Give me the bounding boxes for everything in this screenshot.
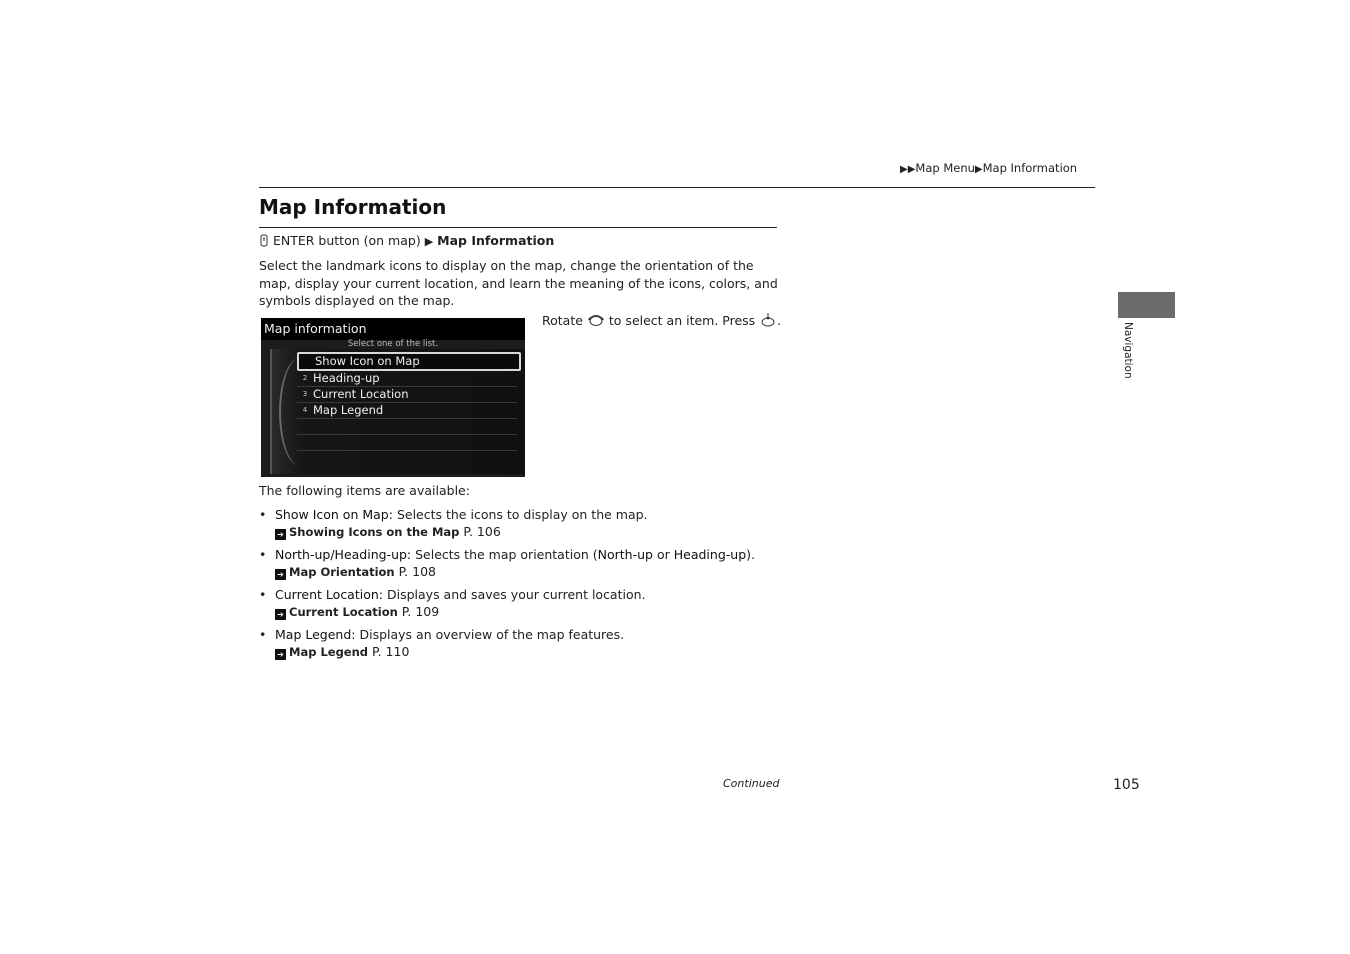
item-term: Map Legend: xyxy=(275,627,356,642)
screen-item-num: 4 xyxy=(302,406,308,414)
title-rule xyxy=(259,227,777,228)
page-title: Map Information xyxy=(259,195,447,219)
reference-title: Map Orientation xyxy=(289,565,395,579)
option-heading-up: Heading-up xyxy=(673,547,747,562)
bullet: • xyxy=(259,587,267,602)
screen-item-label: Heading-up xyxy=(313,371,380,385)
reference-arrow-icon: ➔ xyxy=(275,529,286,540)
cross-reference[interactable] xyxy=(275,643,409,661)
breadcrumb-page: Map Information xyxy=(982,161,1078,175)
reference-arrow-icon: ➔ xyxy=(275,649,286,660)
item-desc: Selects the icons to display on the map. xyxy=(396,507,648,522)
item-desc: Selects the map orientation ( xyxy=(415,547,598,562)
screen-item-label: Current Location xyxy=(313,387,409,401)
screen-item-current-location[interactable] xyxy=(297,387,517,403)
reference-page: P. 110 xyxy=(372,644,410,659)
page-number: 105 xyxy=(1113,777,1140,793)
cross-reference[interactable] xyxy=(275,563,436,581)
item-desc: Displays an overview of the map features. xyxy=(359,627,625,642)
screen-item-num: 3 xyxy=(302,390,308,398)
item-term: Show Icon on Map: xyxy=(275,507,393,522)
bullet: • xyxy=(259,547,267,562)
bullet: • xyxy=(259,507,267,522)
item-term: Current Location: xyxy=(275,587,384,602)
screen-empty-row xyxy=(297,435,517,451)
path-arrow: ▶ xyxy=(424,235,434,248)
press-knob-icon xyxy=(759,313,777,327)
reference-title: Showing Icons on the Map xyxy=(289,525,460,539)
reference-arrow-icon: ➔ xyxy=(275,609,286,620)
cross-reference[interactable] xyxy=(275,603,439,621)
screen-item-label: Show Icon on Map xyxy=(315,354,420,368)
breadcrumb-section[interactable]: Map Menu xyxy=(915,161,975,175)
intro-text: Select the landmark icons to display on the map, change the orientation of the map, display your current location, and learn the meaning of the icons, colors, and symbols displayed on the map. xyxy=(259,258,778,308)
chapter-tab xyxy=(1118,292,1175,318)
reference-arrow-icon: ➔ xyxy=(275,569,286,580)
item-desc: Displays and saves your current location. xyxy=(387,587,646,602)
path-prefix: ENTER button (on map) xyxy=(272,233,421,248)
bullet: • xyxy=(259,627,267,642)
reference-title: Current Location xyxy=(289,605,398,619)
caption-rotate: Rotate xyxy=(542,313,583,328)
chapter-label: Navigation xyxy=(1122,322,1134,379)
reference-page: P. 108 xyxy=(398,564,436,579)
map-information-screen xyxy=(261,318,525,477)
reference-page: P. 109 xyxy=(401,604,440,619)
rotate-knob-icon xyxy=(587,313,605,327)
item-or: or xyxy=(656,547,670,562)
continued-label: Continued xyxy=(723,777,780,790)
available-heading: The following items are available: xyxy=(259,483,470,498)
path-target: Map Information xyxy=(437,233,555,248)
cross-reference[interactable] xyxy=(275,523,501,541)
caption-end: . xyxy=(777,313,782,328)
reference-page: P. 106 xyxy=(463,524,501,539)
option-north-up: North-up xyxy=(597,547,653,562)
item-close: ). xyxy=(746,547,755,562)
screen-item-label: Map Legend xyxy=(313,403,384,417)
reference-title: Map Legend xyxy=(289,645,369,659)
item-term: North-up/Heading-up: xyxy=(275,547,412,562)
screen-empty-row xyxy=(297,419,517,435)
screen-subtitle: Select one of the list. xyxy=(347,339,439,349)
home-icon xyxy=(259,234,269,247)
screen-item-show-icon[interactable] xyxy=(297,352,521,371)
screen-item-heading-up[interactable] xyxy=(297,371,517,387)
breadcrumb xyxy=(900,161,1077,175)
screen-title: Map information xyxy=(261,318,525,340)
screen-item-map-legend[interactable] xyxy=(297,403,517,419)
screen-item-num: 2 xyxy=(302,374,308,382)
caption-middle: to select an item. Press xyxy=(608,313,756,328)
screen-caption xyxy=(542,313,781,328)
breadcrumb-separator: ▶ xyxy=(974,164,983,175)
menu-path xyxy=(259,233,554,248)
header-rule xyxy=(259,187,1095,188)
breadcrumb-arrows: ▶▶ xyxy=(900,164,916,175)
